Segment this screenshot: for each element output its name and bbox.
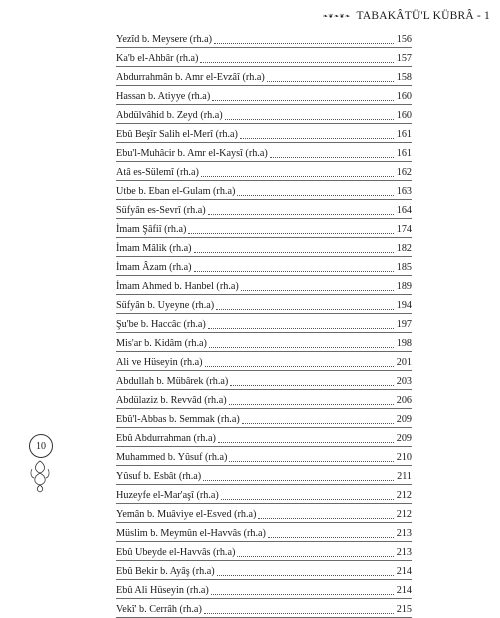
toc-entry [116,181,412,200]
toc-leader-dots [201,175,394,177]
toc-entry-name: Mis'ar b. Kidâm (rh.a) [116,337,207,349]
toc-leader-dots [208,327,394,329]
toc-entry-name: Hassan b. Atiyye (rh.a) [116,90,211,102]
toc-entry [116,428,412,447]
toc-leader-dots [225,118,394,120]
toc-entry-name: Ka'b el-Ahbâr (rh.a) [116,52,199,64]
toc-entry-name: İmam Âzam (rh.a) [116,261,192,273]
toc-entry-name: Atâ es-Sülemî (rh.a) [116,166,199,178]
toc-entry [116,238,412,257]
toc-leader-dots [194,251,394,253]
toc-entry [116,523,412,542]
toc-leader-dots [237,194,394,196]
toc-entry-page: 213 [396,546,412,558]
toc-entry-page: 160 [396,90,412,102]
toc-entry-name: Ebû Ubeyde el-Havvâs (rh.a) [116,546,236,558]
toc-entry-page: 212 [396,508,412,520]
toc-entry-name: İmam Ahmed b. Hanbel (rh.a) [116,280,239,292]
toc-entry-name: Ebû Bekir b. Ayâş (rh.a) [116,565,215,577]
toc-leader-dots [242,422,394,424]
table-of-contents [116,29,412,618]
toc-entry-name: Vekî' b. Cerrâh (rh.a) [116,603,202,615]
toc-entry-name: Müslim b. Meymûn el-Havvâs (rh.a) [116,527,266,539]
toc-entry [116,86,412,105]
toc-entry-page: 164 [396,204,412,216]
toc-entry [116,295,412,314]
toc-entry [116,542,412,561]
toc-leader-dots [205,365,394,367]
toc-leader-dots [200,61,394,63]
toc-entry-page: 214 [396,565,412,577]
toc-entry-page: 162 [396,166,412,178]
toc-leader-dots [237,555,394,557]
toc-leader-dots [209,346,394,348]
toc-entry-page: 157 [396,52,412,64]
toc-entry-name: Yûsuf b. Esbât (rh.a) [116,470,202,482]
toc-entry-page: 185 [396,261,412,273]
toc-entry-page: 161 [396,128,412,140]
header-ornament: ❧❦❧❦❧ [322,13,351,20]
toc-entry-page: 194 [396,299,412,311]
toc-leader-dots [267,80,394,82]
toc-entry-name: İmam Şâfiî (rh.a) [116,223,187,235]
toc-entry [116,333,412,352]
toc-entry-page: 214 [396,584,412,596]
toc-entry-page: 213 [396,527,412,539]
toc-entry [116,314,412,333]
toc-leader-dots [240,137,394,139]
toc-entry [116,561,412,580]
toc-entry [116,276,412,295]
toc-leader-dots [241,289,394,291]
toc-entry [116,352,412,371]
toc-entry-page: 203 [396,375,412,387]
toc-leader-dots [229,403,394,405]
book-title: TABAKÂTÜ'L KÜBRÂ - 1 [356,10,490,22]
toc-entry-page: 201 [396,356,412,368]
toc-leader-dots [216,308,394,310]
toc-entry [116,143,412,162]
toc-entry [116,580,412,599]
toc-entry-name: Abdurrahmân b. Amr el-Evzâî (rh.a) [116,71,265,83]
toc-entry [116,257,412,276]
toc-leader-dots [218,441,394,443]
toc-leader-dots [208,213,394,215]
toc-entry-name: Ebû Beşîr Salih el-Merî (rh.a) [116,128,238,140]
toc-entry-page: 156 [396,33,412,45]
toc-leader-dots [204,612,394,614]
toc-entry-page: 211 [397,470,412,482]
toc-entry [116,599,412,618]
toc-entry-page: 197 [396,318,412,330]
toc-entry [116,466,412,485]
toc-entry-name: Süfyân es-Sevrî (rh.a) [116,204,206,216]
toc-entry-page: 161 [396,147,412,159]
toc-entry-page: 174 [396,223,412,235]
toc-entry [116,447,412,466]
toc-entry-page: 212 [396,489,412,501]
toc-leader-dots [217,574,394,576]
toc-entry [116,485,412,504]
toc-entry [116,124,412,143]
toc-entry-page: 163 [396,185,412,197]
page-number-label: 10 [36,440,46,452]
toc-entry [116,67,412,86]
toc-entry-page: 209 [396,413,412,425]
toc-entry-page: 215 [396,603,412,615]
toc-entry [116,105,412,124]
toc-entry-name: Ebû Abdurrahman (rh.a) [116,432,216,444]
toc-entry-name: Yezîd b. Meysere (rh.a) [116,33,212,45]
toc-entry [116,162,412,181]
toc-entry [116,504,412,523]
toc-leader-dots [211,593,394,595]
toc-entry [116,48,412,67]
page-number [29,434,53,458]
toc-entry-page: 158 [396,71,412,83]
toc-entry-name: Süfyân b. Uyeyne (rh.a) [116,299,215,311]
toc-leader-dots [268,536,394,538]
toc-leader-dots [270,156,394,158]
toc-entry-name: Muhammed b. Yûsuf (rh.a) [116,451,228,463]
toc-leader-dots [203,479,394,481]
toc-entry-page: 210 [396,451,412,463]
toc-leader-dots [229,460,394,462]
toc-leader-dots [212,99,394,101]
toc-entry-name: Ebu'l-Muhâcir b. Amr el-Kaysî (rh.a) [116,147,268,159]
toc-entry-name: Abdülvâhid b. Zeyd (rh.a) [116,109,223,121]
toc-entry-name: Yemân b. Muâviye el-Esved (rh.a) [116,508,257,520]
toc-entry-name: Ali ve Hüseyin (rh.a) [116,356,203,368]
toc-leader-dots [194,270,394,272]
toc-entry-name: İmam Mâlik (rh.a) [116,242,192,254]
toc-entry [116,409,412,428]
toc-entry-page: 160 [396,109,412,121]
toc-entry [116,29,412,48]
toc-leader-dots [214,42,394,44]
toc-entry-name: Huzeyfe el-Mar'aşî (rh.a) [116,489,219,501]
toc-entry-name: Ebû'l-Abbas b. Semmak (rh.a) [116,413,240,425]
running-header [323,7,490,25]
toc-entry-page: 209 [396,432,412,444]
toc-entry [116,219,412,238]
toc-entry-page: 182 [396,242,412,254]
toc-entry-name: Abdülaziz b. Revvâd (rh.a) [116,394,227,406]
toc-leader-dots [258,517,394,519]
toc-entry [116,371,412,390]
toc-entry-name: Utbe b. Eban el-Gulam (rh.a) [116,185,236,197]
toc-entry-page: 206 [396,394,412,406]
toc-leader-dots [188,232,394,234]
toc-entry [116,390,412,409]
toc-entry-page: 198 [396,337,412,349]
toc-leader-dots [230,384,394,386]
toc-entry-name: Abdullah b. Mübârek (rh.a) [116,375,229,387]
toc-entry-name: Şu'be b. Haccâc (rh.a) [116,318,206,330]
toc-entry-name: Ebû Ali Hüseyin (rh.a) [116,584,209,596]
toc-entry-page: 189 [396,280,412,292]
toc-entry [116,200,412,219]
